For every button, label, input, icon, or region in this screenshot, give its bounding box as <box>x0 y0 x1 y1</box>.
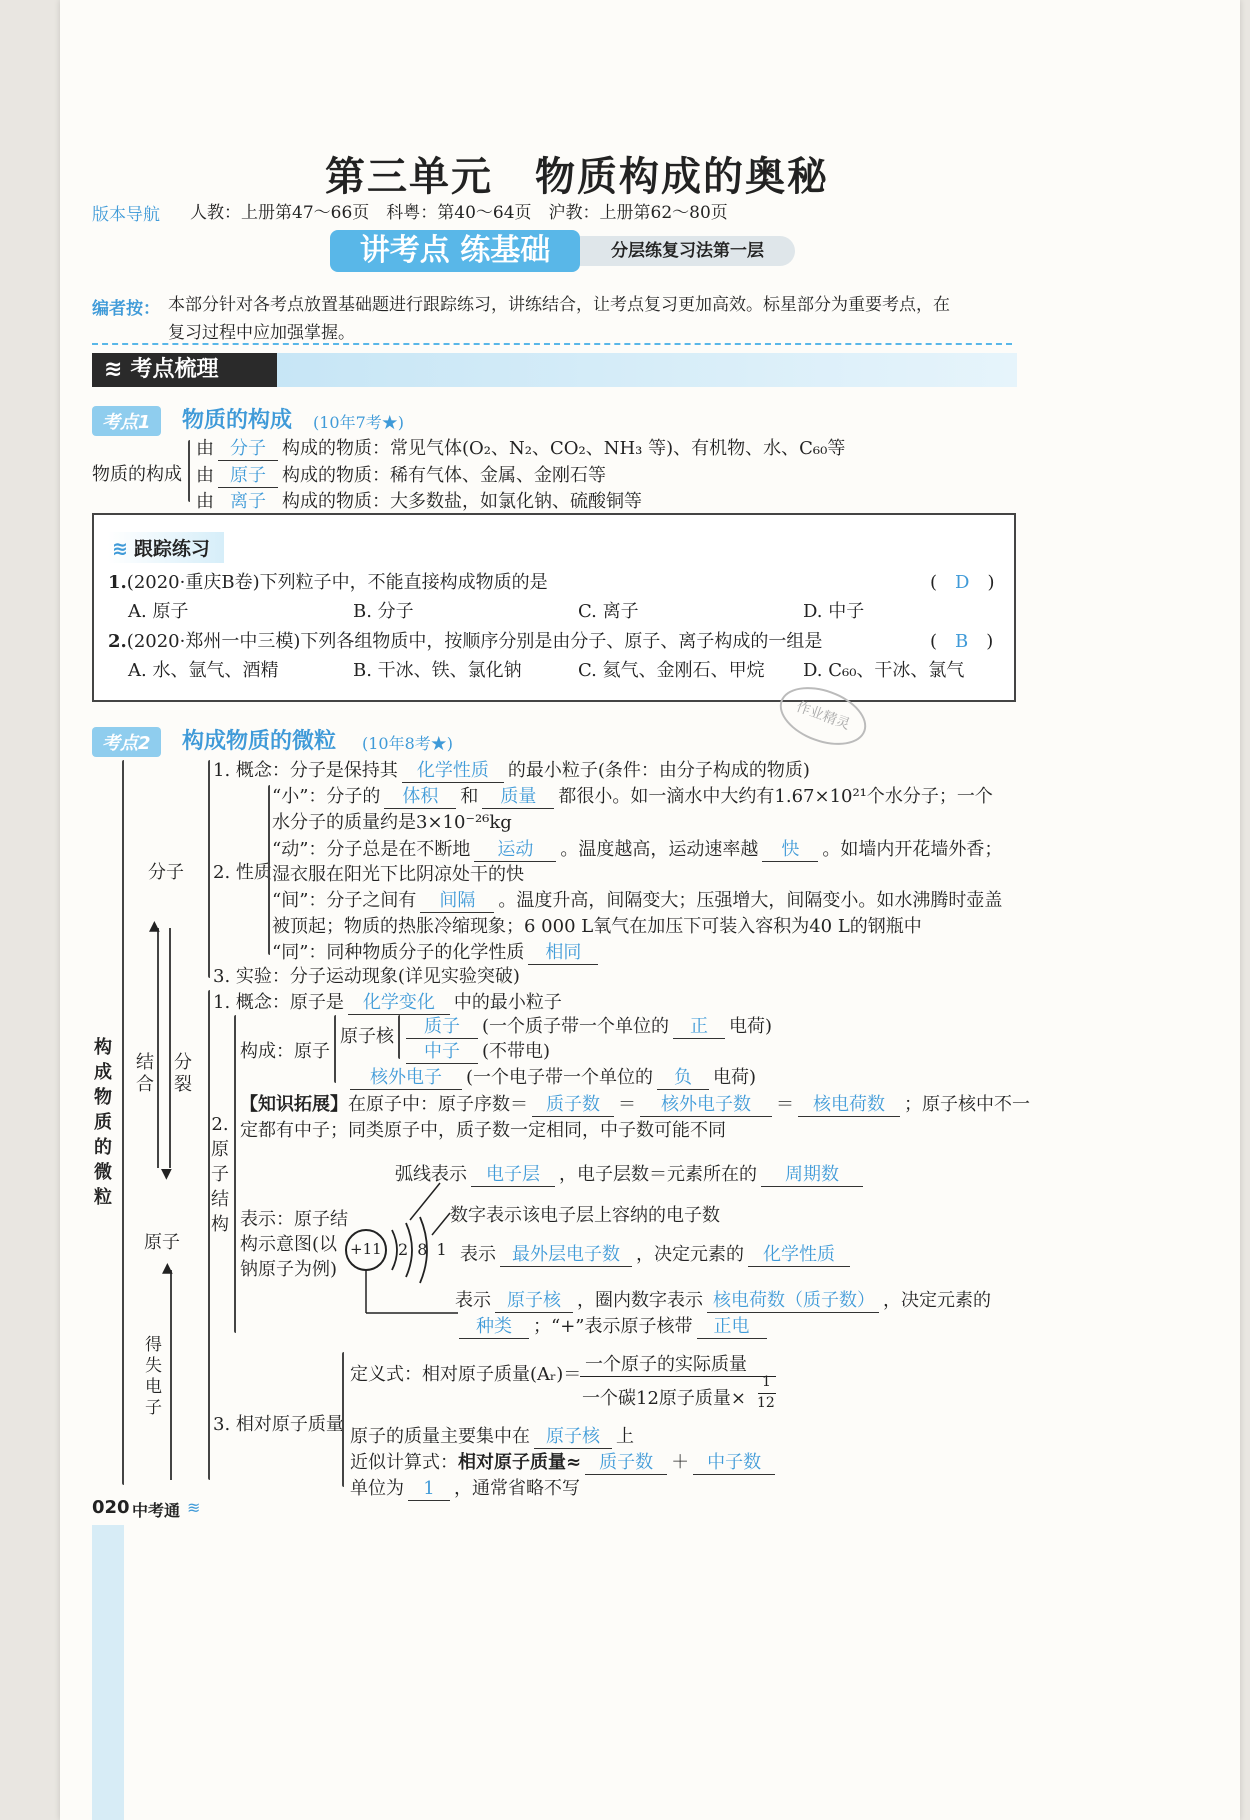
relative-mass-label: 3. 相对原子质量 <box>213 1414 344 1435</box>
q2-option-a: A. 水、氩气、酒精 <box>128 660 279 681</box>
proton-row: 质子 (一个质子带一个单位的 正 电荷) <box>402 1012 772 1039</box>
nucleus-brace <box>398 1015 400 1059</box>
shell-arc-1 <box>392 1230 397 1270</box>
editor-note-line1: 本部分针对各考点放置基础题进行跟踪练习，讲练结合，让考点复习更加高效。标星部分为重要考点，在 <box>168 295 950 315</box>
fraction-line <box>580 1376 776 1377</box>
book-logo-icon: ≋ <box>187 1498 201 1517</box>
q2-stem: 2.(2020·郑州一中三模)下列各组物质中，按顺序分别是由分子、原子、离子构成的一组是 <box>108 631 823 652</box>
split-label: 分裂 <box>174 1052 192 1095</box>
representation-label-1: 表示：原子结 <box>240 1209 348 1230</box>
page <box>60 0 1240 1820</box>
electron-row: 核外电子 (一个电子带一个单位的 负 电荷) <box>346 1063 756 1090</box>
q2-option-c: C. 氦气、金刚石、甲烷 <box>578 660 765 681</box>
property-gap: “间”：分子之间有 间隔 。温度升高，间隔变大；压强增大，间隔变小。如水沸腾时壶盖 <box>272 890 1003 911</box>
kaodian1-row3: 由 离子 构成的物质：大多数盐，如氯化钠、硫酸铜等 <box>196 491 642 512</box>
layers-icon: ≋ <box>104 357 123 382</box>
property-move-line2: 湿衣服在阳光下比阴凉处干的快 <box>272 864 524 885</box>
core-row2: 种类 ；“+”表示原子核带 正电 <box>455 1312 771 1339</box>
kaodian1-brace <box>188 440 190 502</box>
kaodian2-title: 构成物质的微粒 <box>182 729 337 754</box>
arrow-up-icon: ▲ <box>149 918 160 934</box>
edition-label: 版本导航 <box>92 205 160 225</box>
kaodian1-freq: (10年7考★) <box>313 413 405 432</box>
kaodian2-freq: (10年8考★) <box>362 734 454 753</box>
definition-row: 定义式：相对原子质量(Aᵣ)＝ <box>350 1364 582 1385</box>
section-title-box <box>92 353 277 387</box>
edition-pages: 人教：上册第47～66页 科粤：第40～64页 沪教：上册第62～80页 <box>190 203 728 223</box>
shell-numbers: 2 8 1 <box>398 1240 449 1259</box>
representation-label-2: 构示意图(以 <box>240 1234 338 1255</box>
property-small: “小”：分子的 体积 和 质量 都很小。如一滴水中大约有1.67×10²¹个水分子；一个 <box>272 786 993 807</box>
composition-label: 构成：原子 <box>240 1041 330 1062</box>
property-brace <box>268 785 270 955</box>
property-gap-line2: 被顶起；物质的热胀冷缩现象；6 000 L氧气在加压下可装入容积为40 L的钢瓶中 <box>272 916 922 937</box>
banner-main: 讲考点 练基础 <box>330 230 580 272</box>
kaodian2-main-brace <box>122 760 124 1485</box>
kaodian1-root: 物质的构成 <box>92 464 182 485</box>
atom-label: 原子 <box>144 1232 180 1253</box>
kaodian2-root: 构成物质的微粒 <box>94 1037 112 1208</box>
q1-option-b: B. 分子 <box>353 601 414 622</box>
kaodian1-tag: 考点1 <box>92 406 161 436</box>
divider-dashed <box>92 343 1012 345</box>
molecule-concept: 1. 概念：分子是保持其 化学性质 的最小粒子(条件：由分子构成的物质) <box>213 760 810 781</box>
fraction-small-line <box>758 1393 776 1394</box>
stamp: 作业精灵 <box>772 676 874 756</box>
kaodian1-title: 物质的构成 <box>182 408 293 433</box>
molecule-experiment: 3. 实验：分子运动现象(详见实验突破) <box>213 966 520 987</box>
kaodian1-row2: 由 原子 构成的物质：稀有气体、金属、金刚石等 <box>196 465 606 486</box>
neutron-row: 中子 (不带电) <box>402 1037 550 1064</box>
q1-stem: 1.(2020·重庆B卷)下列粒子中，不能直接构成物质的是 <box>108 572 548 593</box>
pointer-arc <box>410 1183 440 1220</box>
q1-answer: ( D ) <box>930 572 995 593</box>
q2-option-d: D. C₆₀、干冰、氯气 <box>803 660 965 681</box>
number-row: 数字表示该电子层上容纳的电子数 <box>450 1205 720 1226</box>
pointer-number <box>432 1213 450 1235</box>
arc-row: 弧线表示 电子层 ，电子层数＝元素所在的 周期数 <box>395 1160 867 1187</box>
property-same: “同”：同种物质分子的化学性质 相同 <box>272 938 602 965</box>
atom-concept: 1. 概念：原子是 化学变化 中的最小粒子 <box>213 992 562 1013</box>
editor-note-line2: 复习过程中应加强掌握。 <box>168 323 355 343</box>
molecule-label: 分子 <box>148 862 184 883</box>
nucleus-charge: +11 <box>350 1240 382 1258</box>
split-arrow <box>169 928 171 1168</box>
fraction-denominator: 一个碳12原子质量× <box>582 1388 746 1409</box>
book-name: 中考通 <box>132 1501 181 1520</box>
fraction-numerator: 一个原子的实际质量 <box>585 1354 747 1375</box>
extension-line2: 定都有中子；同类原子中，质子数一定相同，中子数可能不同 <box>240 1120 726 1141</box>
kaodian2-tag: 考点2 <box>92 727 161 757</box>
gain-lose-label: 得失电子 <box>145 1335 162 1418</box>
layers-icon: ≋ <box>112 538 128 560</box>
molecule-property-label: 2. 性质 <box>213 862 272 883</box>
q1-option-a: A. 原子 <box>128 601 189 622</box>
molecule-brace <box>208 760 210 978</box>
fraction-small-denominator: 12 <box>757 1395 775 1411</box>
composition-brace <box>334 1015 336 1083</box>
approx-row: 近似计算式：相对原子质量≈ 质子数 ＋ 中子数 <box>350 1448 779 1475</box>
editor-note-label: 编者按： <box>92 299 160 319</box>
property-small-line2: 水分子的质量约是3×10⁻²⁶kg <box>272 812 512 833</box>
kaodian1-row1: 由 分子 构成的物质：常见气体(O₂、N₂、CO₂、NH₃ 等)、有机物、水、C₆₀等 <box>196 438 846 459</box>
footer-strip <box>92 1525 124 1820</box>
page-title: 第三单元 物质构成的奥秘 <box>325 154 829 200</box>
page-number: 020 <box>92 1497 130 1518</box>
mass-row: 原子的质量主要集中在 原子核 上 <box>350 1426 634 1447</box>
q2-answer: ( B ) <box>930 631 994 652</box>
fraction-small-numerator: 1 <box>762 1374 771 1390</box>
combine-arrow <box>157 928 159 1168</box>
arrow-down-icon: ▼ <box>161 1166 172 1182</box>
section-title: 考点梳理 <box>130 357 219 382</box>
unit-row: 单位为 1 ，通常省略不写 <box>350 1478 580 1499</box>
core-row: 表示 原子核 ，圈内数字表示 核电荷数（质子数） ，决定元素的 <box>455 1290 991 1311</box>
atom-structure-label: 2. 原子结构 <box>211 1114 229 1235</box>
representation-label-3: 钠原子为例) <box>240 1259 338 1280</box>
q2-option-b: B. 干冰、铁、氯化钠 <box>353 660 522 681</box>
combine-label: 结合 <box>136 1052 154 1095</box>
structure-brace <box>234 1015 236 1333</box>
gain-lose-arrow <box>170 1270 172 1480</box>
q1-option-c: C. 离子 <box>578 601 639 622</box>
q1-option-d: D. 中子 <box>803 601 865 622</box>
property-move: “动”：分子总是在不断地 运动 。温度越高，运动速率越 快 。如墙内开花墙外香； <box>272 839 1003 860</box>
nucleus-label: 原子核 <box>340 1026 394 1047</box>
extension-row: 【知识拓展】在原子中：原子序数＝ 质子数 ＝ 核外电子数 ＝ 核电荷数 ；原子核中不一 <box>240 1094 1030 1115</box>
practice-title: ≋ 跟踪练习 <box>108 532 224 563</box>
arrow-up-icon: ▲ <box>162 1260 173 1276</box>
relative-mass-brace <box>342 1352 344 1487</box>
outer-row: 表示 最外层电子数 ，决定元素的 化学性质 <box>460 1240 854 1267</box>
banner-sub: 分层练复习法第一层 <box>580 236 795 266</box>
